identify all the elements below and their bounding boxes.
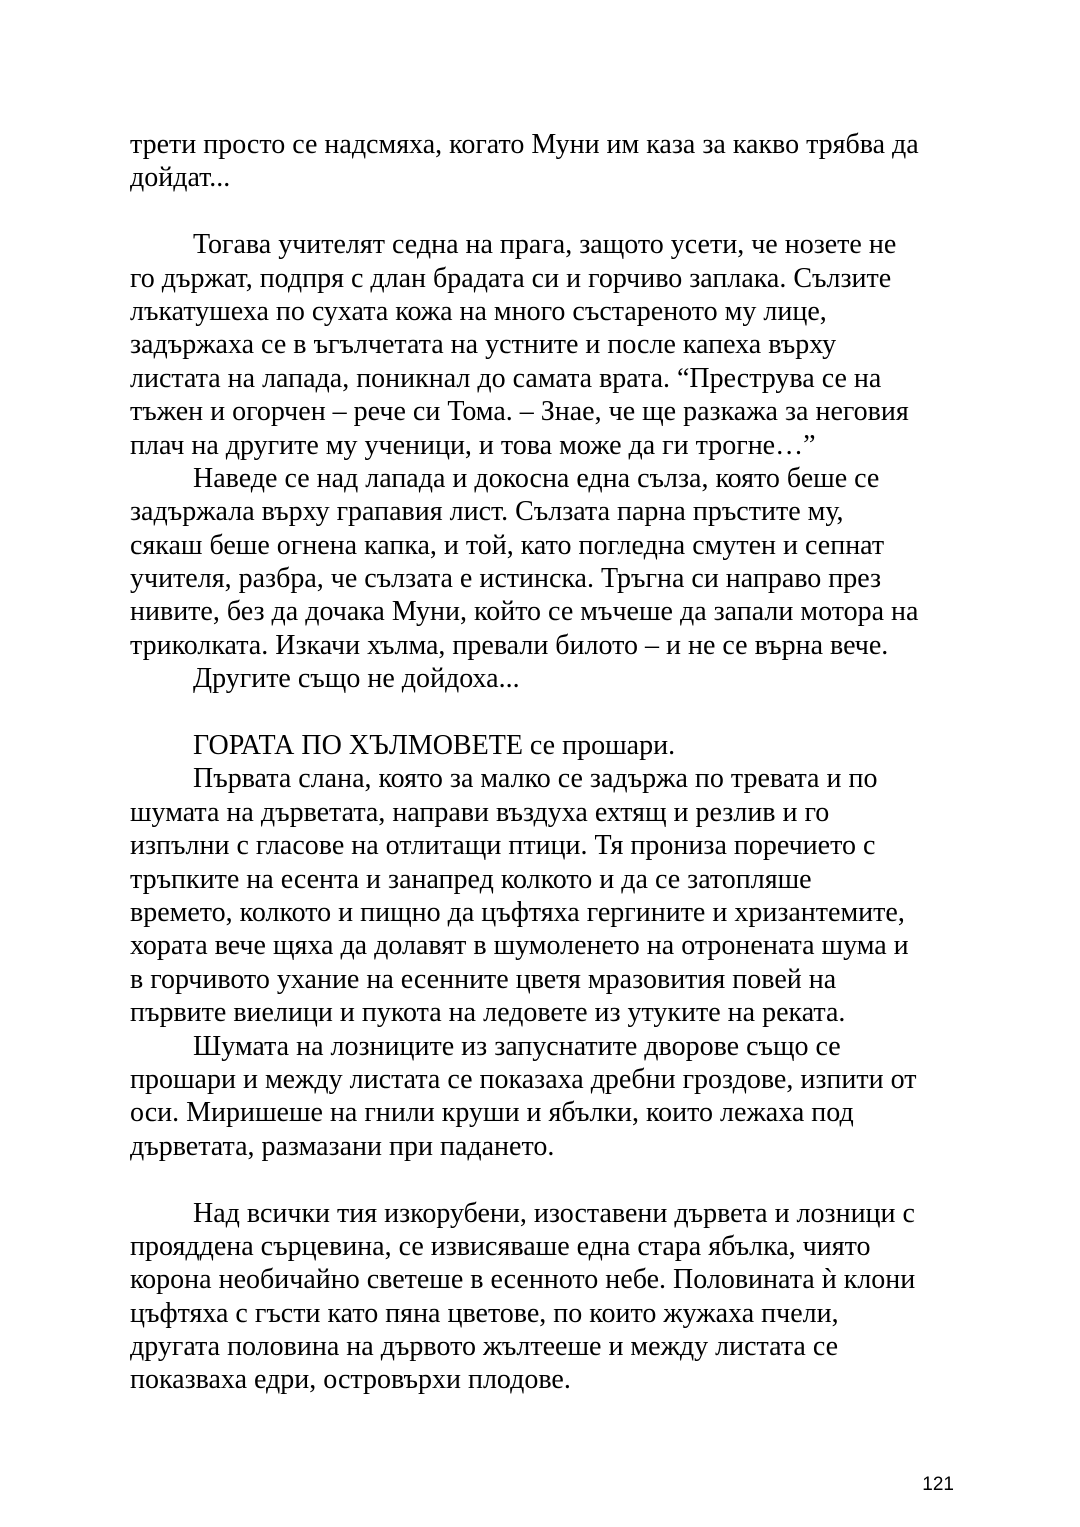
text-line: триколката. Изкачи хълма, превали билото – и не се върна вече.	[130, 629, 889, 661]
text-line: цъфтяха с гъсти като пяна цветове, по които жужаха пчели,	[130, 1297, 839, 1329]
text-line: го държат, подпря с длан брадата си и горчиво заплака. Сълзите	[130, 262, 892, 294]
text-line: Над всички тия изкорубени, изоставени дървета и лозници с	[193, 1197, 915, 1229]
page-number: 121	[922, 1474, 954, 1495]
text-line: задържала върху грапавия лист. Сълзата парна пръстите му,	[130, 496, 844, 528]
text-line: изпълни с гласове на отлитащи птици. Тя прониза поречието с	[130, 830, 876, 862]
text-line: Наведе се над лапада и докосна една сълза, която беше се	[193, 462, 880, 494]
text-line: хората вече щяха да долавят в шумоленето на отронената шума и	[130, 930, 909, 962]
text-line: шумата на дърветата, направи въздуха ехтящ и резлив и го	[130, 796, 830, 828]
paragraph-gap	[130, 696, 960, 729]
text-line: времето, колкото и пищно да цъфтяха гергините и хризантемите,	[130, 896, 905, 928]
text-line: оси. Миришеше на гнили круши и ябълки, които лежаха под	[130, 1097, 854, 1129]
text-line: прошари и между листата се показаха дребни гроздове, изпити от	[130, 1063, 917, 1095]
text-line: първите виелици и пукота на ледовете из утуките на реката.	[130, 997, 846, 1029]
text-line: лъкатушеха по сухата кожа на много състареното му лице,	[130, 295, 827, 327]
text-line: корона необичайно светеше в есенното небе. Половината ѝ клони	[130, 1264, 916, 1296]
text-line: тъжен и огорчен – рече си Тома. – Знае, че ще разкажа за неговия	[130, 396, 909, 428]
text-line: плач на другите му ученици, и това може да ги трогне…”	[130, 429, 816, 461]
text-line: сякаш беше огнена капка, и той, като погледна смутен и сепнат	[130, 529, 885, 561]
text-line: в горчивото ухание на есенните цветя мразовития повей на	[130, 963, 837, 995]
text-line: прояддена сърцевина, се извисяваше една стара ябълка, чиято	[130, 1230, 871, 1262]
text-line: Шумата на лозниците из запуснатите дворове също се	[193, 1030, 841, 1062]
text-line: Първата слана, която за малко се задържа по тревата и по	[193, 763, 878, 795]
text-line: Другите също не дойдоха...	[193, 663, 520, 695]
text-line: дърветата, размазани при падането.	[130, 1130, 555, 1162]
text-line: учителя, разбра, че сълзата е истинска. Тръгна си направо през	[130, 563, 882, 595]
text-line: дойдат...	[130, 162, 231, 194]
text-line: другата половина на дървото жълтееше и между листата се	[130, 1331, 839, 1363]
text-line: тръпките на есента и занапред колкото и да се затопляше	[130, 863, 812, 895]
text-line: показваха едри, островърхи плодове.	[130, 1364, 571, 1396]
text-line: нивите, без да дочака Муни, който се мъчеше да запали мотора на	[130, 596, 919, 628]
text-line: задържаха се в ъгълчетата на устните и после капеха върху	[130, 329, 837, 361]
text-line: листата на лапада, поникнал до самата врата. “Преструва се на	[130, 362, 882, 394]
paragraph-gap	[130, 195, 960, 228]
text-line: Тогава учителят седна на прага, защото усети, че нозете не	[193, 229, 897, 261]
paragraph-gap	[130, 1163, 960, 1196]
section-heading-line: ГОРАТА ПО ХЪЛМОВЕТЕ се прошари.	[193, 730, 676, 762]
body-text	[130, 128, 960, 1397]
text-line: трети просто се надсмяха, когато Муни им каза за какво трябва да	[130, 129, 919, 160]
